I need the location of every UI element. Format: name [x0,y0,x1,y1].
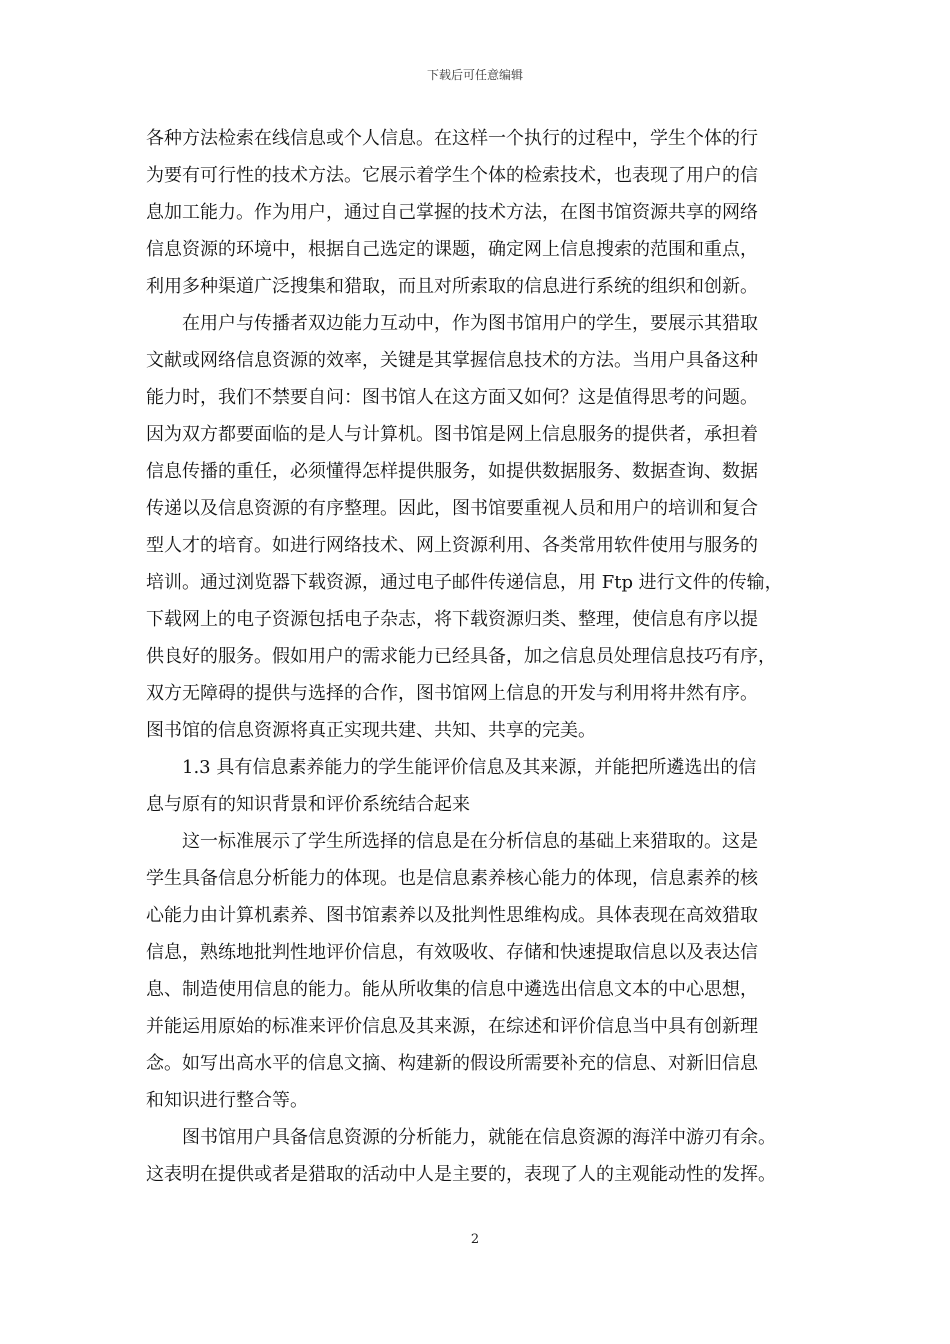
text-line: 型人才的培育。如进行网络技术、网上资源利用、各类常用软件使用与服务的 [146,535,758,556]
text-line: 并能运用原始的标准来评价信息及其来源，在综述和评价信息当中具有创新理 [146,1016,758,1037]
text-line: 因为双方都要面临的是人与计算机。图书馆是网上信息服务的提供者，承担着 [146,424,758,445]
text-line: 双方无障碍的提供与选择的合作，图书馆网上信息的开发与利用将井然有序。 [146,683,758,704]
paragraph-first-line: 图书馆用户具备信息资源的分析能力，就能在信息资源的海洋中游刃有余。 [182,1127,776,1148]
text-line: 传递以及信息资源的有序整理。因此，图书馆要重视人员和用户的培训和复合 [146,498,758,519]
text-line: 文献或网络信息资源的效率，关键是其掌握信息技术的方法。当用户具备这种 [146,350,758,371]
text-line: 息加工能力。作为用户，通过自己掌握的技术方法，在图书馆资源共享的网络 [146,202,758,223]
text-line: 和知识进行整合等。 [146,1090,308,1111]
section-heading-continued: 息与原有的知识背景和评价系统结合起来 [146,794,470,815]
text-line: 供良好的服务。假如用户的需求能力已经具备，加之信息员处理信息技巧有序， [146,646,776,667]
paragraph-first-line: 在用户与传播者双边能力互动中，作为图书馆用户的学生，要展示其猎取 [182,313,758,334]
text-line: 各种方法检索在线信息或个人信息。在这样一个执行的过程中，学生个体的行 [146,128,758,149]
text-line: 下载网上的电子资源包括电子杂志，将下载资源归类、整理，使信息有序以提 [146,609,758,630]
text-line: 息、制造使用信息的能力。能从所收集的信息中遴选出信息文本的中心思想， [146,979,758,1000]
text-line: 图书馆的信息资源将真正实现共建、共知、共享的完美。 [146,720,596,741]
text-line: 信息，熟练地批判性地评价信息，有效吸收、存储和快速提取信息以及表达信 [146,942,758,963]
paragraph-first-line: 这一标准展示了学生所选择的信息是在分析信息的基础上来猎取的。这是 [182,831,758,852]
text-line: 为要有可行性的技术方法。它展示着学生个体的检索技术，也表现了用户的信 [146,165,758,186]
text-line: 培训。通过浏览器下载资源，通过电子邮件传递信息，用 Ftp 进行文件的传输， [146,572,783,593]
page-header: 下载后可任意编辑 [426,68,523,82]
page-number: 2 [470,1232,480,1247]
text-line: 心能力由计算机素养、图书馆素养以及批判性思维构成。具体表现在高效猎取 [146,905,758,926]
text-line: 信息资源的环境中，根据自己选定的课题，确定网上信息搜索的范围和重点， [146,239,758,260]
text-line: 信息传播的重任，必须懂得怎样提供服务，如提供数据服务、数据查询、数据 [146,461,758,482]
text-line: 这表明在提供或者是猎取的活动中人是主要的，表现了人的主观能动性的发挥。 [146,1164,776,1185]
text-line: 学生具备信息分析能力的体现。也是信息素养核心能力的体现，信息素养的核 [146,868,758,889]
text-line: 能力时，我们不禁要自问：图书馆人在这方面又如何？这是值得思考的问题。 [146,387,758,408]
section-heading: 1.3 具有信息素养能力的学生能评价信息及其来源，并能把所遴选出的信 [182,757,757,778]
text-line: 利用多种渠道广泛搜集和猎取，而且对所索取的信息进行系统的组织和创新。 [146,276,758,297]
text-line: 念。如写出高水平的信息文摘、构建新的假设所需要补充的信息、对新旧信息 [146,1053,758,1074]
document-body [146,120,810,1193]
